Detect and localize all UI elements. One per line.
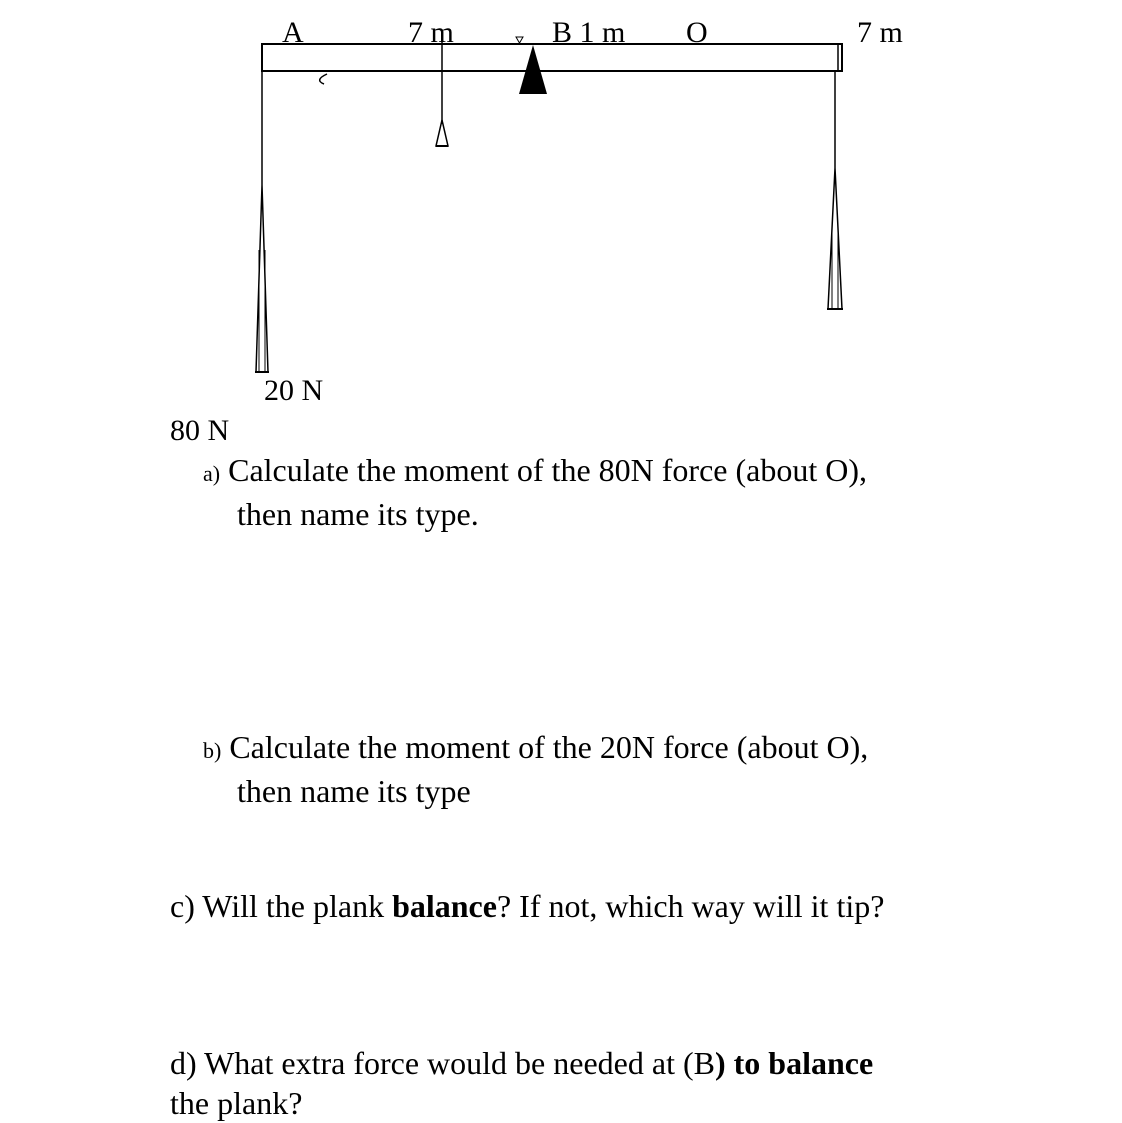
question-d-post: the plank? [170, 1085, 303, 1121]
label-o: O [686, 16, 708, 49]
question-b-line2: then name its type [237, 773, 471, 809]
question-c [170, 886, 884, 926]
question-b [203, 727, 868, 811]
pivot-triangle [519, 45, 547, 94]
label-c [307, 57, 308, 58]
c-curve-mark [320, 74, 327, 84]
question-c-pre: c) Will the plank [170, 888, 393, 924]
left-force-arrow [256, 185, 268, 372]
small-pivot-marker [516, 37, 523, 43]
question-d-pre: d) What extra force would be needed at (B [170, 1045, 715, 1081]
label-a: A [282, 16, 304, 49]
right-force-arrow [828, 168, 842, 309]
question-a-label: a) [203, 461, 221, 486]
label-80n: 80 N [170, 414, 230, 447]
question-d-bold: ) to balance [714, 1045, 874, 1081]
question-b-line1: Calculate the moment of the 20N force (about O), [229, 729, 869, 765]
question-d [170, 1043, 970, 1123]
label-b-1m: B 1 m [552, 16, 626, 49]
question-c-post: ? If not, which way will it tip? [496, 888, 885, 924]
question-b-label: b) [203, 738, 222, 763]
label-7m-right: 7 m [857, 16, 903, 49]
question-a [203, 450, 867, 534]
label-7m-left: 7 m [408, 16, 454, 49]
question-a-line1: Calculate the moment of the 80N force (about O), [228, 452, 867, 488]
label-20n: 20 N [264, 374, 324, 407]
plank-moment-diagram [0, 0, 1122, 460]
question-c-bold: balance [392, 888, 497, 924]
question-a-line2: then name its type. [237, 496, 479, 532]
